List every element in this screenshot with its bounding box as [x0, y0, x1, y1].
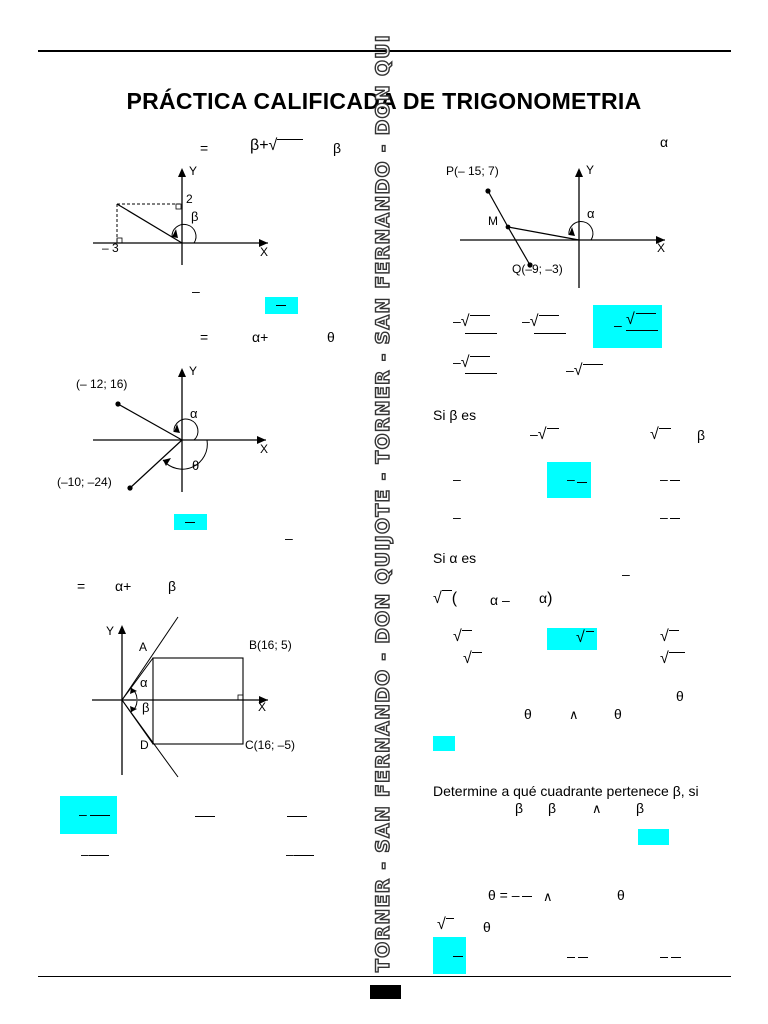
radical-bar [669, 630, 679, 631]
radical-bar [636, 313, 656, 314]
p5-expr-1: –√ [530, 426, 559, 444]
p3-opt-d [81, 846, 109, 862]
fig3-alpha: α [140, 675, 148, 690]
p9-opt-c [567, 948, 588, 964]
p5-sign: – [660, 509, 668, 525]
radical-bar [470, 315, 490, 316]
fig4-y-label: Y [586, 163, 595, 177]
p4-sign: – [614, 317, 622, 333]
fig1-x-label: X [260, 245, 269, 259]
p4-alpha: α [660, 134, 669, 150]
p5-beta: β [697, 427, 706, 443]
radical-bar [586, 631, 594, 632]
frac-bar [577, 482, 587, 483]
figure-3 [88, 615, 296, 780]
p6-opt-c: √ [660, 628, 679, 646]
p9-opt-e [660, 948, 681, 964]
figure-4 [440, 160, 670, 290]
p7-theta-3: θ [614, 706, 622, 722]
p3-opt-e [286, 846, 314, 862]
radical-bar [470, 356, 490, 357]
p1-expr-mid: β+√ [250, 137, 278, 154]
p3-expr: α+ [115, 578, 132, 594]
p4-opt-d: –√ [453, 354, 490, 372]
fig4-P: P(– 15; 7) [446, 164, 499, 178]
p9-highlight [433, 937, 466, 974]
frac-bar [294, 855, 314, 856]
fig2-y-label: Y [189, 364, 198, 378]
p4-sign: – [522, 313, 530, 329]
p7-highlight [433, 736, 455, 751]
p6-highlight: √ [547, 628, 597, 650]
fig4-Q: Q(–9; –3) [512, 262, 563, 276]
frac-bar [534, 333, 566, 334]
p5-opt-d: – [453, 509, 461, 525]
p3-highlight [60, 796, 117, 834]
p9-root: √ [437, 916, 454, 934]
frac-bar [465, 333, 497, 334]
p6-opt-d: √ [463, 650, 482, 668]
p8-intro: Determine a qué cuadrante pertenece β, si [433, 783, 699, 799]
p2-eq: = [200, 329, 209, 345]
frac-bar [671, 957, 681, 958]
p1-beta: β [333, 140, 342, 156]
fig4-M: M [488, 214, 498, 228]
p3-beta: β [168, 578, 177, 594]
radical-bar [472, 652, 482, 653]
p7-and: ∧ [569, 707, 579, 722]
p6-open: ( [451, 590, 458, 607]
p8-highlight [638, 829, 669, 845]
p5-sign: – [567, 471, 575, 487]
frac-bar [626, 330, 658, 331]
side-banner: TORNER - SAN FERNANDO - DON QUIJOTE - TORNER - SAN FERNANDO - DON QUI [372, 33, 394, 972]
p5-sign: – [660, 471, 668, 487]
p4-highlight: – √ [593, 305, 662, 348]
frac-bar-c [287, 816, 307, 817]
p1-expr [250, 137, 303, 155]
frac-bar [89, 855, 109, 856]
frac-bar [670, 518, 680, 519]
p9-theta-eq: θ = – [488, 887, 520, 903]
p6-opt-e: √ [660, 650, 685, 668]
p1-highlight [265, 297, 298, 314]
p5-highlight [547, 462, 591, 498]
p7-theta-1: θ [676, 688, 684, 704]
p6-close: ) [547, 590, 553, 607]
p1-eq: = [200, 140, 209, 156]
p4-sign: – [453, 313, 461, 329]
p6-minus: – [622, 566, 630, 582]
p4-sign: – [566, 362, 574, 378]
frac-bar [670, 480, 680, 481]
frac-bar [522, 896, 532, 897]
radical-bar [277, 139, 303, 140]
bottom-rule [38, 976, 731, 977]
frac-bar [578, 957, 588, 958]
fig3-A: A [139, 640, 148, 654]
p2-highlight [174, 514, 207, 530]
radical-bar [539, 315, 559, 316]
fig3-x-label: X [258, 700, 267, 714]
fig2-point-b: (–10; –24) [57, 475, 112, 489]
radical-bar [462, 630, 472, 631]
page-number-box [370, 985, 401, 999]
p2-theta: θ [327, 329, 335, 345]
p6-intro: Si α es [433, 550, 477, 566]
p3-opt-d-sign: – [81, 846, 89, 862]
p6-alpha-2 [539, 590, 552, 608]
fig2-x-label: X [260, 442, 269, 456]
radical-bar [442, 590, 452, 591]
p5-opt-a: – [453, 471, 461, 487]
radical-bar [583, 364, 603, 365]
p5-minus: – [530, 426, 538, 442]
radical-bar [446, 918, 454, 919]
p5-opt-c [660, 471, 680, 487]
fig3-B: B(16; 5) [249, 638, 292, 652]
p9-theta: θ [617, 887, 625, 903]
fig3-beta: β [142, 700, 150, 715]
p8-b1: β [515, 800, 524, 816]
fig2-alpha: α [190, 406, 198, 421]
fig4-x-label: X [657, 241, 666, 255]
p9-theta-2: θ [483, 919, 491, 935]
p6-opt-a: √ [453, 628, 472, 646]
fig4-alpha: α [587, 206, 595, 221]
fig1-tick-x: – 3 [102, 241, 119, 255]
fig3-D: D [140, 738, 149, 752]
p2-expr: α+ [252, 329, 269, 345]
p4-opt-e: –√ [566, 362, 603, 380]
p4-opt-b: –√ [522, 313, 559, 331]
figure-2 [50, 360, 280, 500]
p7-theta-2: θ [524, 706, 532, 722]
p6-expr: √ ( [433, 590, 458, 607]
p6-alpha-2-sym: α [539, 590, 548, 606]
fig1-y-label: Y [189, 164, 198, 178]
frac-bar [90, 815, 110, 816]
p5-intro: Si β es [433, 407, 477, 423]
p5-opt-e [660, 509, 680, 525]
p4-sign: – [453, 354, 461, 370]
figure-1 [90, 160, 280, 270]
fig2-point-a: (– 12; 16) [76, 377, 128, 391]
page-title: PRÁCTICA CALIFICADA DE TRIGONOMETRIA [126, 88, 642, 114]
p6-alpha-minus: α – [490, 592, 510, 608]
p4-opt-a: –√ [453, 313, 490, 331]
radical-bar [659, 428, 671, 429]
p9-expr [488, 887, 532, 903]
fig1-tick-y: 2 [186, 192, 193, 206]
p3-eq: = [77, 578, 86, 594]
radical-bar [669, 652, 685, 653]
radical-bar [547, 428, 559, 429]
p2-dash: – [285, 530, 293, 546]
p8-and: ∧ [592, 801, 602, 816]
fig2-theta: θ [192, 458, 200, 473]
p8-b3: β [636, 800, 645, 816]
frac-bar-b [195, 816, 215, 817]
p9-and: ∧ [543, 889, 553, 904]
p5-expr-2: √ [650, 426, 671, 444]
p1-dash: – [192, 283, 200, 299]
p8-b2: β [548, 800, 557, 816]
fig3-C: C(16; –5) [245, 738, 296, 752]
frac-bar [465, 373, 497, 374]
fig3-y-label: Y [106, 624, 115, 638]
p3-opt-a: – [79, 806, 87, 822]
fig1-angle: β [191, 209, 199, 224]
p3-opt-e-sign: – [286, 846, 294, 862]
